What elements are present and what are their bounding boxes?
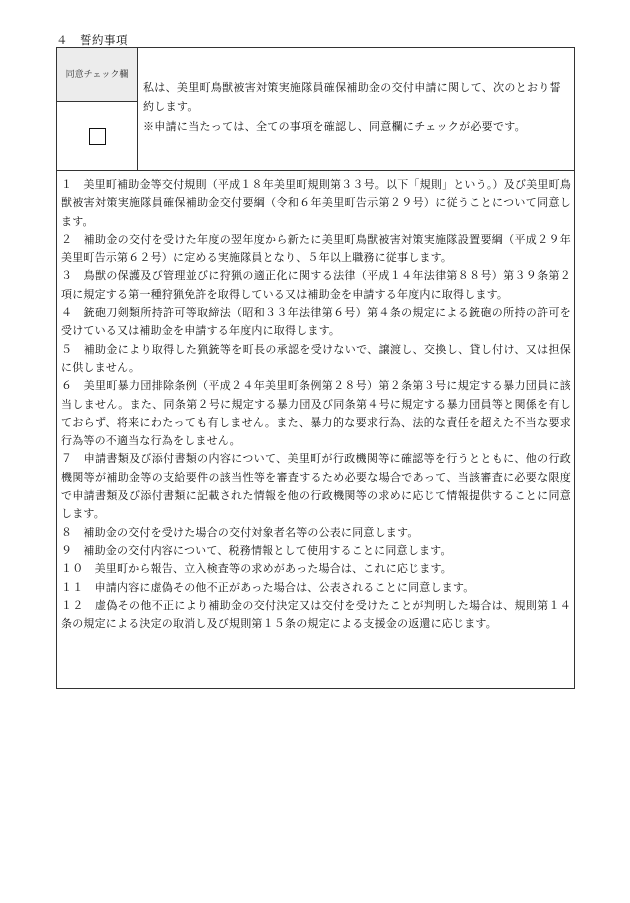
- consent-checkbox-cell: [57, 103, 137, 170]
- pledge-item: ６ 美里町暴力団排除条例（平成２４年美里町条例第２８号）第２条第３号に規定する暴力団員に該当しません。また、同条第２号に規定する暴力団及び同条第４号に規定する暴力団員等と関係を有しておらず、将来にわたっても有しません。また、暴力的な要求行為、法的な責任を超えた不当な要求行為等の不適当な行為をしません。: [61, 379, 571, 448]
- pledge-item: ７ 申請書類及び添付書類の内容について、美里町が行政機関等に確認等を行うとともに、他の行政機関等が補助金等の支給要件の該当性等を審査するため必要な場合であって、当該審査に必要な限度で申請書類及び添付書類に記載された情報を他の行政機関等の求めに応じて情報提供することに同意します。: [61, 452, 571, 521]
- pledge-items-list: [61, 176, 571, 633]
- consent-check-column: [57, 48, 138, 170]
- pledge-item: １ 美里町補助金等交付規則（平成１８年美里町規則第３３号。以下「規則」という。）及び美里町鳥獣被害対策実施隊員確保補助金交付要綱（令和６年美里町告示第２９号）に従うことについて同意します。: [61, 178, 571, 228]
- consent-table: [56, 47, 575, 171]
- pledge-item: ８ 補助金の交付を受けた場合の交付対象者名等の公表に同意します。: [61, 525, 419, 539]
- pledge-item: ２ 補助金の交付を受けた年度の翌年度から新たに美里町鳥獣被害対策実施隊設置要綱（平成２９年美里町告示第６２号）に定める実施隊員となり、５年以上職務に従事します。: [61, 232, 571, 265]
- section-title: ４ 誓約事項: [56, 33, 128, 47]
- pledge-item: ４ 銃砲刀剣類所持許可等取締法（昭和３３年法律第６号）第４条の規定による銃砲の所持の許可を受けている又は補助金を申請する年度内に取得します。: [61, 306, 571, 338]
- consent-check-header: 同意チェック欄: [57, 48, 137, 102]
- pledge-item: １１ 申請内容に虚偽その他不正があった場合は、公表されることに同意します。: [61, 580, 475, 594]
- pledge-item: １２ 虚偽その他不正により補助金の交付決定又は交付を受けたことが判明した場合は、規則第１４条の規定による決定の取消し及び規則第１５条の規定による支援金の返還に応じます。: [61, 598, 571, 631]
- consent-note: ※申請に当たっては、全ての事項を確認し、同意欄にチェックが必要です。: [143, 120, 526, 133]
- pledge-items-table: [56, 171, 575, 689]
- pledge-item: ５ 補助金により取得した猟銃等を町長の承認を受けないで、譲渡し、交換し、貸し付け、又は担保に供しません。: [61, 342, 571, 374]
- pledge-item: １０ 美里町から報告、立入検査等の求めがあった場合は、これに応じます。: [61, 562, 453, 576]
- consent-checkbox[interactable]: [89, 128, 106, 145]
- consent-text: [143, 78, 571, 136]
- consent-intro: 私は、美里町鳥獣被害対策実施隊員確保補助金の交付申請に関して、次のとおり誓約します。: [143, 81, 561, 113]
- pledge-item: ３ 鳥獣の保護及び管理並びに狩猟の適正化に関する法律（平成１４年法律第８８号）第３９条第２項に規定する第一種狩猟免許を取得している又は補助金を申請する年度内に取得します。: [61, 269, 571, 301]
- pledge-item: ９ 補助金の交付内容について、税務情報として使用することに同意します。: [61, 543, 452, 557]
